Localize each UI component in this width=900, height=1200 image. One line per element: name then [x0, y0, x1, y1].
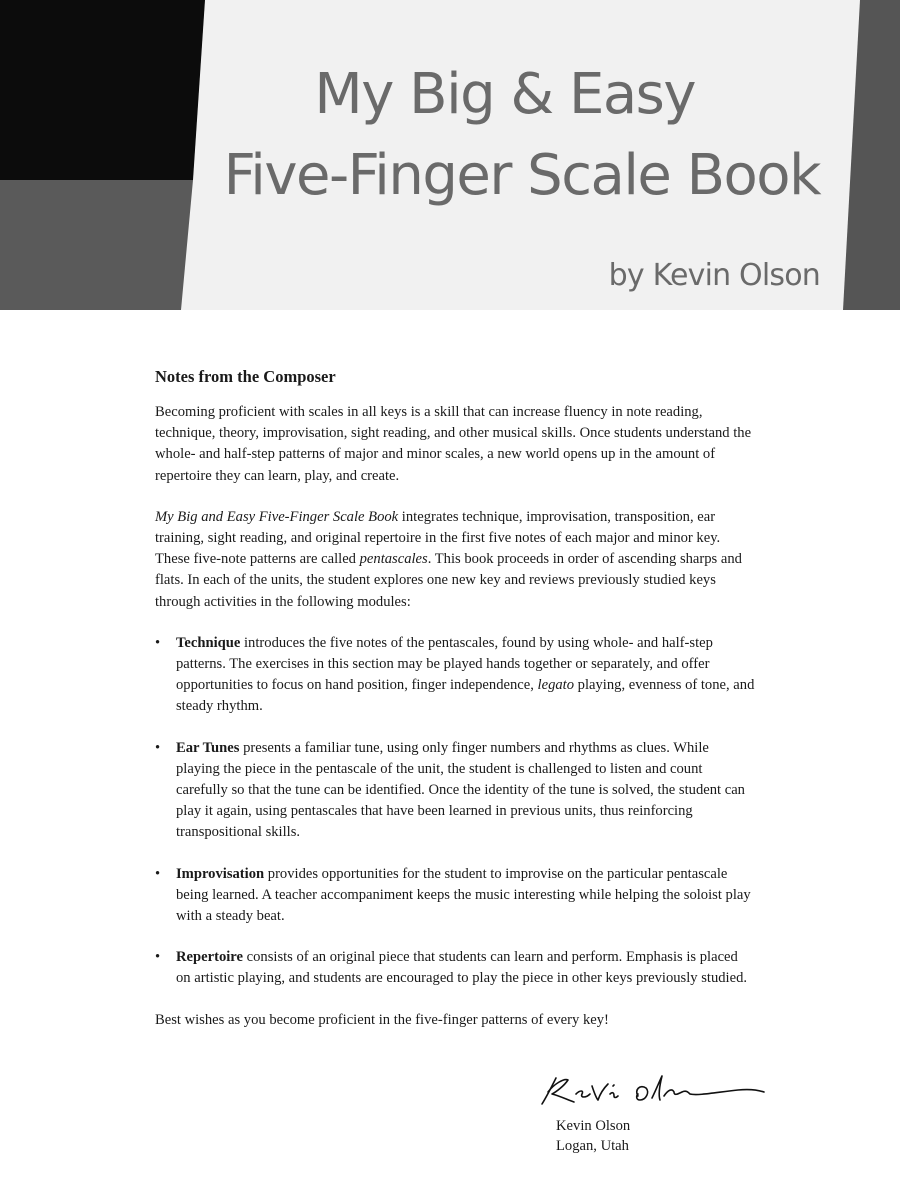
description-paragraph [155, 507, 755, 613]
book-title-line-2: Five-Finger Scale Book [223, 143, 820, 208]
cover-header [0, 0, 900, 310]
module-text: provides opportunities for the student to improvise on the particular pentascale being learned. A teacher accompaniment keeps the music interesting while helping the soloist play with a steady beat. [176, 865, 751, 925]
module-item-technique [155, 633, 755, 718]
signature-block [556, 1116, 630, 1156]
description-text-a: integrates technique, improvisation, transposition, ear training, sight reading, and original repertoire in the first five notes of each major and minor key. These five-note patterns are called [155, 508, 721, 568]
module-text: introduces the five notes of the pentascales, found by using whole- and half-step patterns. The exercises in this section may be played hands together or separately, and offer opportunities to focus on hand position, finger independence, [176, 634, 713, 694]
module-name: Technique [176, 634, 241, 651]
dark-block [0, 0, 205, 180]
bullet-icon: • [155, 739, 161, 756]
author-byline: by Kevin Olson [608, 258, 820, 293]
module-name: Improvisation [176, 865, 265, 882]
modules-list [155, 633, 755, 990]
module-name: Repertoire [176, 949, 243, 966]
signer-name: Kevin Olson [556, 1118, 631, 1134]
book-title-line-1: My Big & Easy [314, 62, 695, 127]
closing-line: Best wishes as you become proficient in the five-finger patterns of every key! [155, 1011, 609, 1028]
right-bar [843, 0, 900, 310]
notes-section [155, 366, 755, 1051]
module-text: presents a familiar tune, using only finger numbers and rhythms as clues. While playing the piece in the pentascale of the unit, the student is challenged to listen and count carefully so that the tune can be identified. Once the identity of the tune is solved, the student can play it again, using pentascales that have been learned in previous units, thus reinforcing transpositional skills. [176, 739, 745, 841]
module-item-ear-tunes [155, 738, 755, 844]
handwritten-signature [538, 1068, 768, 1112]
gray-block [0, 180, 193, 310]
module-name: Ear Tunes [176, 739, 240, 756]
module-item-improvisation [155, 864, 755, 928]
bullet-icon: • [155, 949, 161, 966]
notes-heading: Notes from the Composer [155, 367, 336, 386]
book-title-italic: My Big and Easy Five-Finger Scale Book [155, 508, 399, 525]
bullet-icon: • [155, 634, 161, 651]
pentascales-term: pentascales [359, 551, 428, 568]
signer-location: Logan, Utah [556, 1138, 629, 1154]
bullet-icon: • [155, 865, 161, 882]
module-item-repertoire [155, 947, 755, 989]
description-text-b: . This book proceeds in order of ascending sharps and flats. In each of the units, the student explores one new key and reviews previously studied keys through activities in the following modules: [155, 551, 742, 610]
legato-term: legato [537, 677, 575, 694]
intro-paragraph: Becoming proficient with scales in all keys is a skill that can increase fluency in note reading, technique, theory, improvisation, sight reading, and other musical skills. Once students understand the whole- and half-step patterns of major and minor scales, a new world opens up in the amount of repertoire they can learn, play, and create. [155, 404, 752, 484]
module-text: consists of an original piece that students can learn and perform. Emphasis is placed on artistic playing, and students are encouraged to play the piece in other keys previously studied. [176, 949, 748, 987]
module-text-end: playing, evenness of tone, and steady rhythm. [176, 677, 755, 715]
